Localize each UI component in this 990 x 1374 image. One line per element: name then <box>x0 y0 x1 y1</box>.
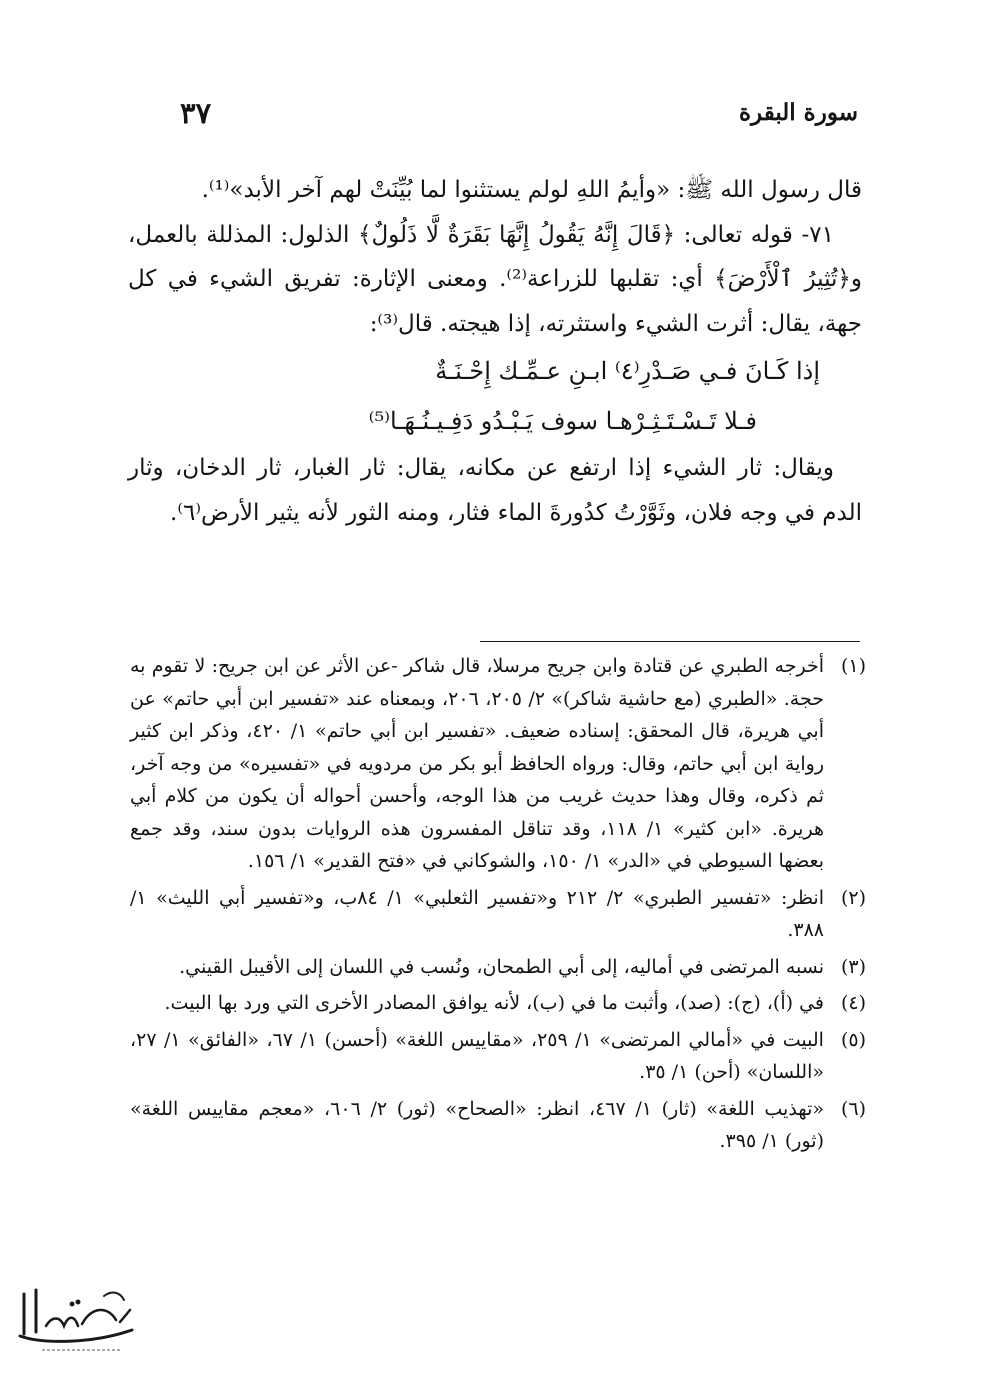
surah-title: سورة البقرة <box>738 99 858 126</box>
footnotes <box>130 650 866 1162</box>
footnote-text: أخرجه الطبري عن قتادة وابن جريح مرسلا، قال شاكر -عن الأثر عن ابن جريح: لا تقوم به حجة. «الطبري (مع حاشية شاكر)» ٢/ ٢٠٥، ٢٠٦، وبمعناه عند «تفسير ابن أبي حاتم» عن أبي هريرة، قال المحقق: إسناده ضعيف. «تفسير ابن أبي حاتم» ١/ ٤٢٠، وذكر ابن كثير رواية ابن أبي حاتم، وقال: ورواه الحافظ أبو بكر من مردويه في «تفسيره» من وجه آخر، ثم ذكره، وقال وهذا حديث غريب من هذا الوجه، وأحسن أحواله أن يكون من كلام أبي هريرة. «ابن كثير» ١/ ١١٨، وقد تناقل المفسرون هذه الروايات بدون سند، وقد جمع بعضها السيوطي في «الدر» ١/ ١٥٠، والشوكاني في «فتح القدير» ١/ ١٥٦. <box>130 655 824 872</box>
footnote-text: انظر: «تفسير الطبري» ٢/ ٢١٢ و«تفسير الثعلبي» ١/ ٨٤ب، و«تفسير أبي الليث» ١/ ٣٨٨. <box>130 886 824 941</box>
footnote-text: نسبه المرتضى في أماليه، إلى أبي الطمحان، ونُسب في اللسان إلى الأقيبل القيني. <box>179 955 824 978</box>
poetry-line-2: فـلا تَـسْـتَـثِـرْهـا سوف يَـبْـدُو دَفِـيـنُـهَـا⁽⁵⁾ <box>368 407 757 436</box>
footnote-item <box>130 1024 866 1089</box>
footnote-item <box>130 1093 866 1158</box>
page-number: ٣٧ <box>180 96 212 130</box>
footnote-item <box>130 987 866 1020</box>
footnote-number: (٥) <box>840 1028 866 1051</box>
footnote-number: (٢) <box>840 886 866 909</box>
calligraphy-logo-icon <box>12 1286 142 1356</box>
footnote-number: (٦) <box>840 1097 866 1120</box>
watermark-logo <box>12 1286 142 1356</box>
footnote-item <box>130 882 866 947</box>
paragraph-hadith: قال رسول الله ﷺ: «وأيمُ اللهِ لولم يستثنوا لما بُيِّنَتْ لهم آخر الأبد»⁽¹⁾. <box>201 177 862 203</box>
paragraph-verse-71: ٧١- قوله تعالى: ﴿قَالَ إِنَّهُ يَقُولُ إِنَّهَا بَقَرَةٌ لَّا ذَلُولٌ﴾ الذلول: المذللة بالعمل، و﴿تُثِيرُ ٱلْأَرْضَ﴾ أي: تقلبها للزراعة⁽²⁾. ومعنى الإثارة: تفريق الشيء في كل جهة، يقال: أثرت الشيء واستثرته، إذا هيجته. قال⁽³⁾: <box>128 221 863 337</box>
main-text <box>128 168 862 536</box>
footnote-text: البيت في «أمالي المرتضى» ١/ ٢٥٩، «مقاييس اللغة» (أحسن) ١/ ٦٧، «الفائق» ١/ ٢٧، «اللسان» (أحن) ١/ ٣٥. <box>130 1028 824 1083</box>
footnote-number: (١) <box>840 655 866 677</box>
footnote-text: «تهذيب اللغة» (ثار) ١/ ٤٦٧، انظر: «الصحاح» (ثور) ٢/ ٦٠٦، «معجم مقاييس اللغة» (ثور) ١/ ٣٩٥. <box>130 1097 824 1152</box>
footnote-item <box>130 951 866 984</box>
footnote-number: (٤) <box>840 992 866 1014</box>
footnote-number: (٣) <box>840 955 866 978</box>
paragraph-closing: ويقال: ثار الشيء إذا ارتفع عن مكانه، يقال: ثار الغبار، ثار الدخان، وثار الدم في وجه فلان، وثَوَّرْتُ كدُورةَ الماء فثار، ومنه الثور لأنه يثير الأرض⁽٦⁾. <box>128 455 862 526</box>
poetry-line-1: إذا كَـانَ فـي صَـدْرِ⁽٤⁾ ابـنِ عـمِّـك إِحْـنَـةٌ <box>435 357 820 386</box>
footnote-text: في (أ)، (ج): (صد)، وأثبت ما في (ب)، لأنه يوافق المصادر الأخرى التي ورد بها البيت. <box>164 992 824 1014</box>
footnote-item <box>130 650 866 878</box>
footnote-separator <box>480 641 860 642</box>
